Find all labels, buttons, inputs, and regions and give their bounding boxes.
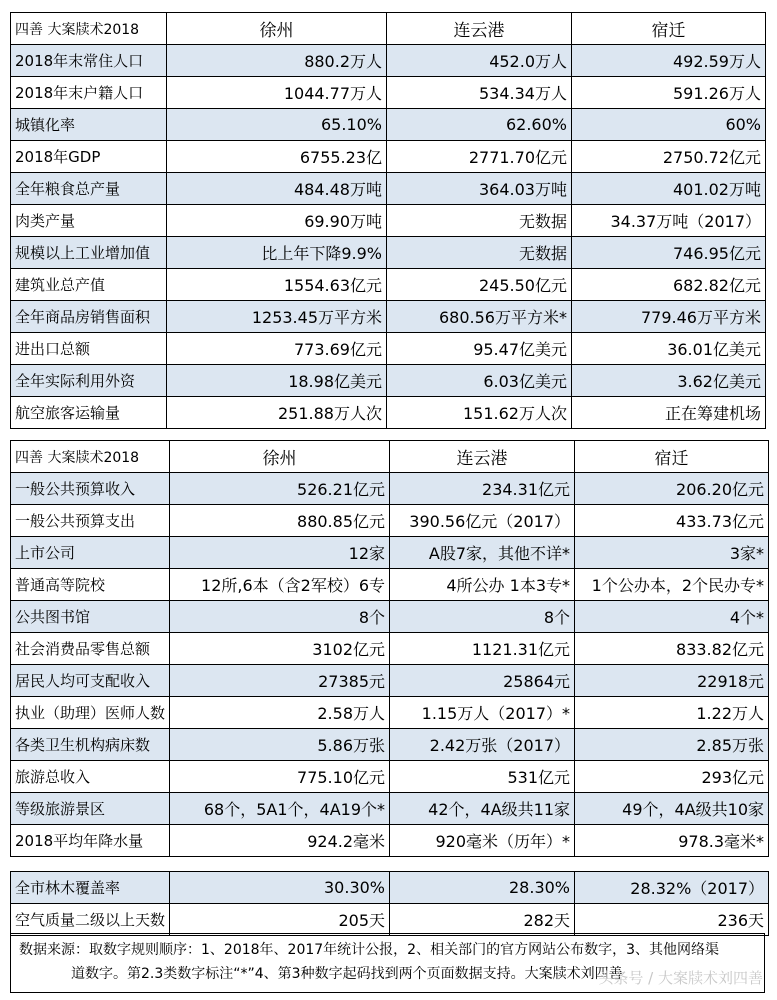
row-label: 居民人均可支配收入 <box>11 665 170 697</box>
table-row <box>11 141 766 173</box>
table-corner-title: 四善 大案牍术2018 <box>11 441 170 473</box>
source-note-line-2: 道数字。第2.3类数字标注“*”4、第3种数字起码找到两个页面数据支持。大案牍术刘四善 <box>71 966 623 982</box>
row-value: 880.85亿元 <box>170 505 390 537</box>
row-value: 5.86万张 <box>170 729 390 761</box>
table-corner-title: 四善 大案牍术2018 <box>11 13 167 45</box>
row-value: 978.3毫米* <box>575 825 769 857</box>
row-value: 8个 <box>390 601 575 633</box>
row-label: 航空旅客运输量 <box>11 397 167 429</box>
row-value: 234.31亿元 <box>390 473 575 505</box>
row-value: 236天 <box>575 904 769 936</box>
row-label: 全年粮食总产量 <box>11 173 167 205</box>
row-label: 肉类产量 <box>11 205 167 237</box>
table-row <box>11 365 766 397</box>
city-header: 徐州 <box>170 441 390 473</box>
table-society-body <box>11 441 769 857</box>
row-value: 42个，4A级共11家 <box>390 793 575 825</box>
row-label: 全年实际利用外资 <box>11 365 167 397</box>
watermark: 头条号 / 大案牍术刘四善 <box>598 969 763 987</box>
row-value: 6.03亿美元 <box>387 365 572 397</box>
row-value: A股7家，其他不详* <box>390 537 575 569</box>
row-value: 62.60% <box>387 109 572 141</box>
row-value: 779.46万平方米 <box>572 301 766 333</box>
row-value: 880.2万人 <box>167 45 387 77</box>
row-label: 城镇化率 <box>11 109 167 141</box>
row-value: 1554.63亿元 <box>167 269 387 301</box>
row-value: 无数据 <box>387 237 572 269</box>
row-value: 18.98亿美元 <box>167 365 387 397</box>
row-value: 8个 <box>170 601 390 633</box>
table-row <box>11 333 766 365</box>
table-row <box>11 904 769 936</box>
row-value: 25864元 <box>390 665 575 697</box>
row-value: 364.03万吨 <box>387 173 572 205</box>
row-label: 空气质量二级以上天数 <box>11 904 170 936</box>
row-value: 773.69亿元 <box>167 333 387 365</box>
table-row <box>11 397 766 429</box>
row-value: 比上年下降9.9% <box>167 237 387 269</box>
row-value: 6755.23亿 <box>167 141 387 173</box>
row-value: 36.01亿美元 <box>572 333 766 365</box>
row-value: 1个公办本，2个民办专* <box>575 569 769 601</box>
row-value: 30.30% <box>170 872 390 904</box>
row-value: 746.95亿元 <box>572 237 766 269</box>
row-value: 245.50亿元 <box>387 269 572 301</box>
table-row <box>11 697 769 729</box>
row-value: 4所公办 1本3专* <box>390 569 575 601</box>
row-value: 3102亿元 <box>170 633 390 665</box>
row-value: 12家 <box>170 537 390 569</box>
row-value: 1121.31亿元 <box>390 633 575 665</box>
table-society <box>10 440 769 857</box>
row-value: 2750.72亿元 <box>572 141 766 173</box>
table-row <box>11 45 766 77</box>
row-value: 1253.45万平方米 <box>167 301 387 333</box>
row-value: 69.90万吨 <box>167 205 387 237</box>
row-label: 全年商品房销售面积 <box>11 301 167 333</box>
table-row <box>11 77 766 109</box>
row-label: 一般公共预算支出 <box>11 505 170 537</box>
header-row <box>11 441 769 473</box>
row-value: 60% <box>572 109 766 141</box>
row-value: 2.42万张（2017） <box>390 729 575 761</box>
row-value: 27385元 <box>170 665 390 697</box>
table-row <box>11 601 769 633</box>
city-header: 连云港 <box>387 13 572 45</box>
row-value: 833.82亿元 <box>575 633 769 665</box>
row-value: 1044.77万人 <box>167 77 387 109</box>
row-value: 1.15万人（2017）* <box>390 697 575 729</box>
table-row <box>11 793 769 825</box>
table-row <box>11 269 766 301</box>
table-environment <box>10 871 769 936</box>
row-label: 2018平均年降水量 <box>11 825 170 857</box>
table-row <box>11 872 769 904</box>
table-environment-body <box>11 872 769 936</box>
row-value: 534.34万人 <box>387 77 572 109</box>
row-value: 390.56亿元（2017） <box>390 505 575 537</box>
row-value: 3.62亿美元 <box>572 365 766 397</box>
row-value: 484.48万吨 <box>167 173 387 205</box>
row-value: 452.0万人 <box>387 45 572 77</box>
row-value: 526.21亿元 <box>170 473 390 505</box>
table-row <box>11 825 769 857</box>
city-header: 宿迁 <box>572 13 766 45</box>
table-row <box>11 729 769 761</box>
row-value: 2.58万人 <box>170 697 390 729</box>
table-row <box>11 761 769 793</box>
row-value: 206.20亿元 <box>575 473 769 505</box>
table-row <box>11 109 766 141</box>
row-label: 公共图书馆 <box>11 601 170 633</box>
row-value: 无数据 <box>387 205 572 237</box>
row-label: 2018年GDP <box>11 141 167 173</box>
row-value: 28.32%（2017） <box>575 872 769 904</box>
row-value: 2771.70亿元 <box>387 141 572 173</box>
table-economy-body <box>11 13 766 429</box>
city-header: 连云港 <box>390 441 575 473</box>
row-label: 建筑业总产值 <box>11 269 167 301</box>
row-value: 95.47亿美元 <box>387 333 572 365</box>
row-value: 531亿元 <box>390 761 575 793</box>
row-label: 执业（助理）医师人数 <box>11 697 170 729</box>
row-value: 924.2毫米 <box>170 825 390 857</box>
row-value: 251.88万人次 <box>167 397 387 429</box>
row-value: 282天 <box>390 904 575 936</box>
header-row <box>11 13 766 45</box>
row-value: 151.62万人次 <box>387 397 572 429</box>
row-value: 4个* <box>575 601 769 633</box>
row-value: 28.30% <box>390 872 575 904</box>
source-note-line-1: 数据来源：取数字规则顺序：1、2018年、2017年统计公报，2、相关部门的官方网站公布数字，3、其他网络渠 <box>19 942 719 958</box>
row-label: 进出口总额 <box>11 333 167 365</box>
table-row <box>11 237 766 269</box>
row-label: 规模以上工业增加值 <box>11 237 167 269</box>
row-value: 正在筹建机场 <box>572 397 766 429</box>
row-value: 682.82亿元 <box>572 269 766 301</box>
row-value: 49个，4A级共10家 <box>575 793 769 825</box>
row-value: 2.85万张 <box>575 729 769 761</box>
row-label: 各类卫生机构病床数 <box>11 729 170 761</box>
row-value: 293亿元 <box>575 761 769 793</box>
row-value: 680.56万平方米* <box>387 301 572 333</box>
row-value: 65.10% <box>167 109 387 141</box>
row-value: 3家* <box>575 537 769 569</box>
row-value: 1.22万人 <box>575 697 769 729</box>
row-label: 一般公共预算收入 <box>11 473 170 505</box>
table-row <box>11 633 769 665</box>
row-value: 401.02万吨 <box>572 173 766 205</box>
table-row <box>11 205 766 237</box>
row-label: 全市林木覆盖率 <box>11 872 170 904</box>
table-row <box>11 301 766 333</box>
city-header: 徐州 <box>167 13 387 45</box>
row-label: 普通高等院校 <box>11 569 170 601</box>
table-row <box>11 473 769 505</box>
row-label: 旅游总收入 <box>11 761 170 793</box>
table-row <box>11 505 769 537</box>
table-row <box>11 537 769 569</box>
row-value: 492.59万人 <box>572 45 766 77</box>
row-value: 775.10亿元 <box>170 761 390 793</box>
table-economy <box>10 12 766 429</box>
row-label: 上市公司 <box>11 537 170 569</box>
city-header: 宿迁 <box>575 441 769 473</box>
row-value: 22918元 <box>575 665 769 697</box>
table-row <box>11 173 766 205</box>
row-label: 2018年末常住人口 <box>11 45 167 77</box>
row-value: 34.37万吨（2017） <box>572 205 766 237</box>
row-value: 12所,6本（含2军校）6专 <box>170 569 390 601</box>
row-label: 等级旅游景区 <box>11 793 170 825</box>
row-value: 68个，5A1个，4A19个* <box>170 793 390 825</box>
row-label: 社会消费品零售总额 <box>11 633 170 665</box>
table-row <box>11 569 769 601</box>
row-value: 591.26万人 <box>572 77 766 109</box>
row-label: 2018年末户籍人口 <box>11 77 167 109</box>
row-value: 433.73亿元 <box>575 505 769 537</box>
row-value: 205天 <box>170 904 390 936</box>
row-value: 920毫米（历年）* <box>390 825 575 857</box>
table-row <box>11 665 769 697</box>
